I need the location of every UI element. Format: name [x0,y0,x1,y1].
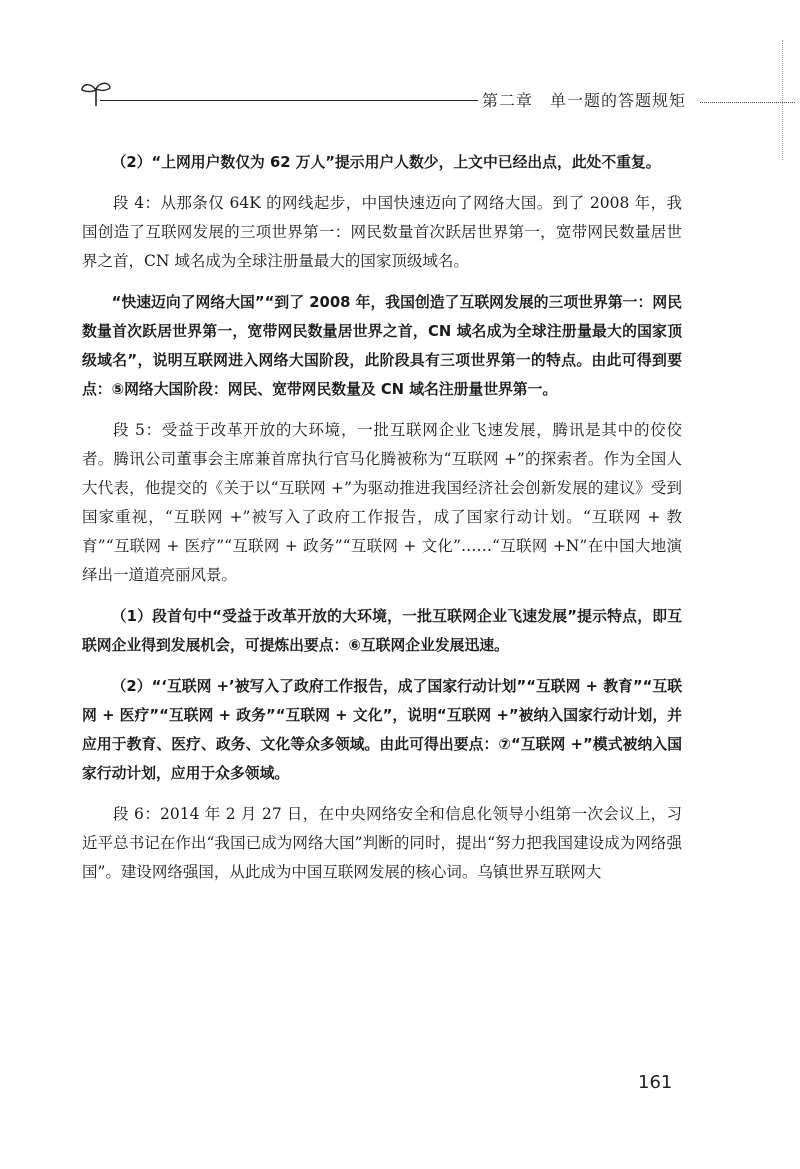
header-dotted-rule [700,102,795,103]
running-header [70,78,770,118]
chapter-title: 第二章 单一题的答题规矩 [478,88,690,111]
paragraph-analysis-4: （2）“‘互联网 +’被写入了政府工作报告，成了国家行动计划”“互联网 + 教育”“互联网 + 医疗”“互联网 + 政务”“互联网 + 文化”，说明“互联网 +”被纳入国家行动计划，并应用于教育、医疗、政务、文化等众多领域。由此可得出要点：⑦“互联网 +”模式被纳入国家行动计划，应用于众多领域。 [82,678,682,782]
page-number: 161 [638,1072,673,1093]
paragraph-analysis-1: （2）“上网用户数仅为 62 万人”提示用户人数少，上文中已经出点，此处不重复。 [111,154,661,171]
body-text [82,148,682,887]
sprout-icon [78,78,114,108]
header-rule [100,100,540,101]
paragraph-section-4: 段 4：从那条仅 64K 的网线起步，中国快速迈向了网络大国。到了 2008 年，我国创造了互联网发展的三项世界第一：网民数量首次跃居世界第一，宽带网民数量居世界之首，CN 域名成为全球注册量最大的国家顶级域名。 [82,194,682,270]
page-edge-marks [782,40,791,160]
paragraph-section-6: 段 6：2014 年 2 月 27 日，在中央网络安全和信息化领导小组第一次会议上，习近平总书记在作出“我国已成为网络大国”判断的同时，提出“努力把我国建设成为网络强国”。建设网络强国，从此成为中国互联网发展的核心词。乌镇世界互联网大 [82,805,682,881]
paragraph-section-5: 段 5：受益于改革开放的大环境，一批互联网企业飞速发展，腾讯是其中的佼佼者。腾讯公司董事会主席兼首席执行官马化腾被称为“互联网 +”的探索者。作为全国人大代表，他提交的《关于以“互联网 +”为驱动推进我国经济社会创新发展的建议》受到国家重视，“互联网 +”被写入了政府工作报告，成了国家行动计划。“互联网 + 教育”“互联网 + 医疗”“互联网 + 政务”“互联网 + 文化”……“互联网 +N”在中国大地演绎出一道道亮丽风景。 [82,421,682,584]
paragraph-analysis-2: “快速迈向了网络大国”“到了 2008 年，我国创造了互联网发展的三项世界第一：网民数量首次跃居世界第一，宽带网民数量居世界之首，CN 域名成为全球注册量最大的国家顶级域名”，说明互联网进入网络大国阶段，此阶段具有三项世界第一的特点。由此可得到要点：⑤网络大国阶段：网民、宽带网民数量及 CN 域名注册量世界第一。 [82,294,682,398]
paragraph-analysis-3: （1）段首句中“受益于改革开放的大环境，一批互联网企业飞速发展”提示特点，即互联网企业得到发展机会，可提炼出要点：⑥互联网企业发展迅速。 [82,608,682,654]
